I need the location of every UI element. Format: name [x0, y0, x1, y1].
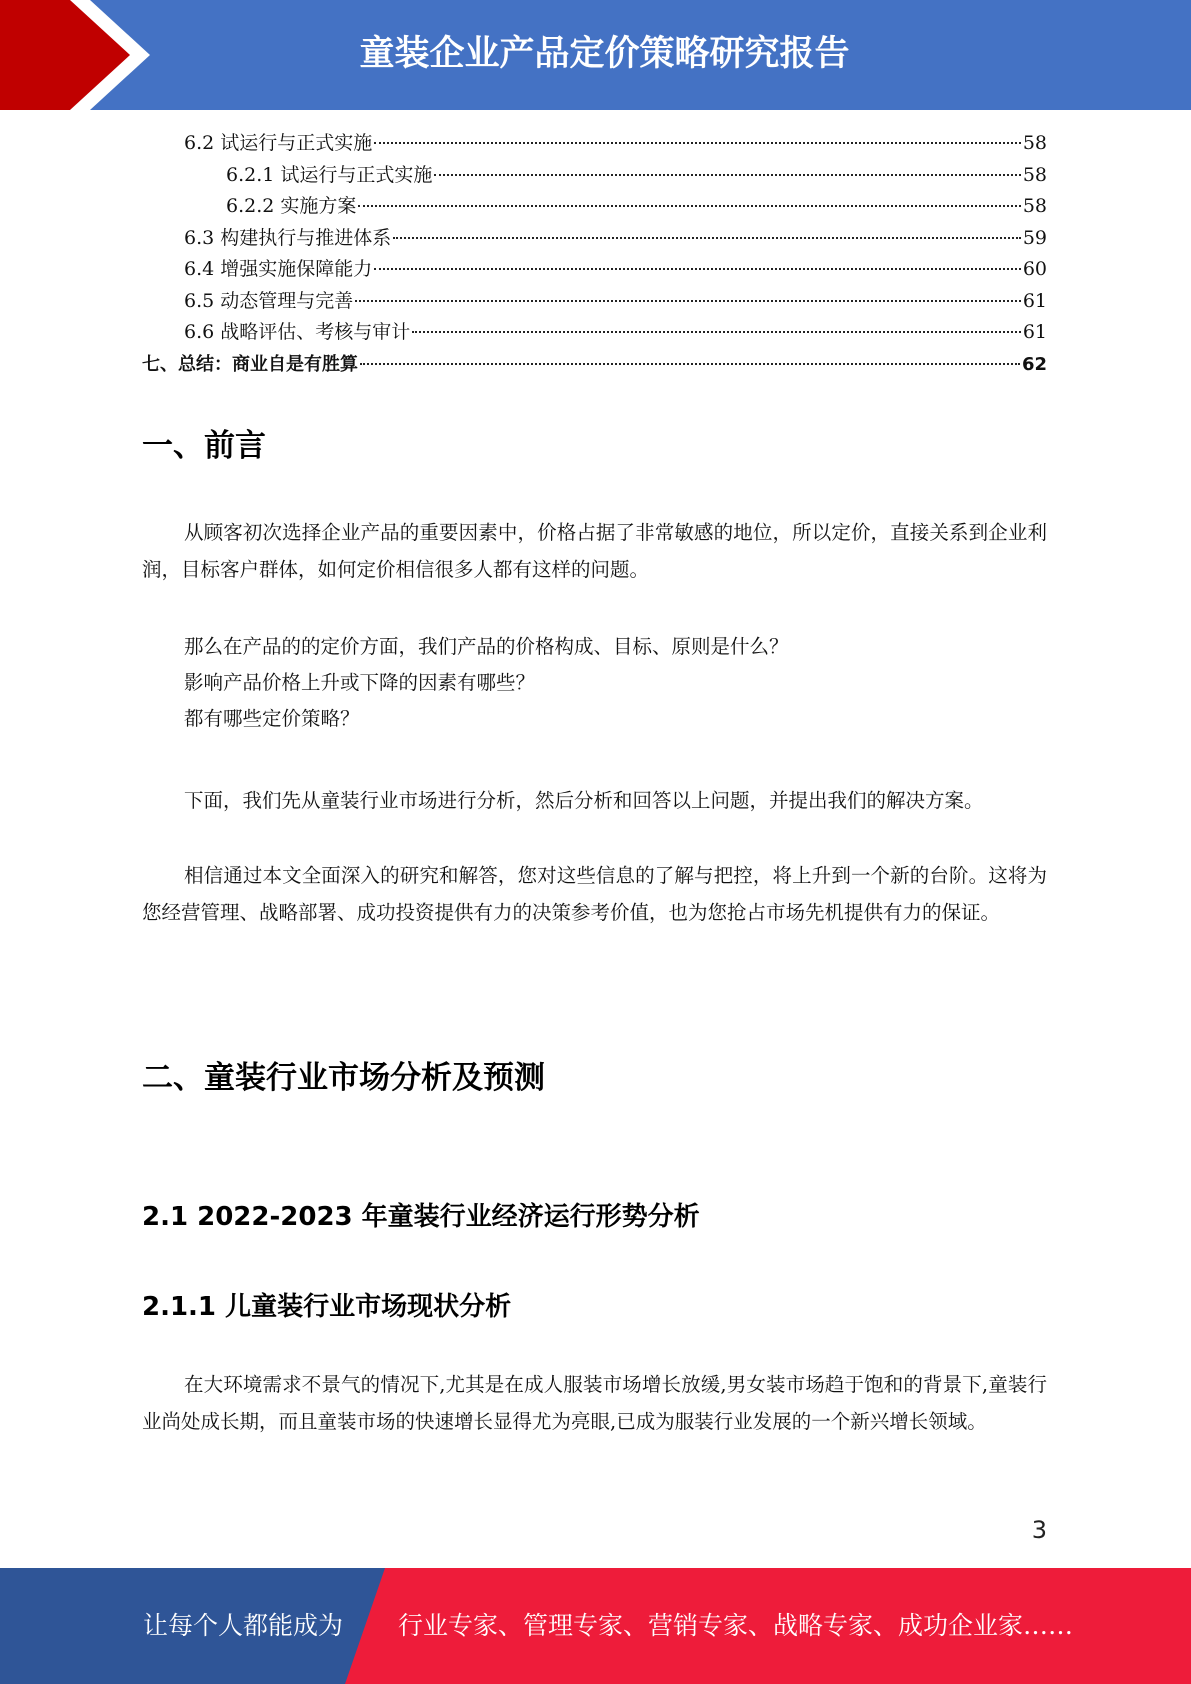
page-number: 3	[1031, 1516, 1047, 1544]
subsection-heading-2-1: 2.1 2022-2023 年童装行业经济运行形势分析	[142, 1202, 700, 1232]
toc-entry-label: 6.5 动态管理与完善	[184, 289, 354, 312]
market-status-paragraph: 在大环境需求不景气的情况下,尤其是在成人服装市场增长放缓,男女装市场趋于饱和的背景下,童装行业尚处成长期，而且童装市场的快速增长显得尤为亮眼,已成为服装行业发展的一个新兴增长领域。	[142, 1373, 1047, 1433]
toc-entry[interactable]	[142, 286, 1047, 318]
toc-entry-label: 6.4 增强实施保障能力	[184, 258, 373, 280]
toc-entry-page: 61	[1022, 321, 1047, 343]
toc-dot-leader	[374, 142, 1021, 144]
toc-entry-label: 6.2.2 实施方案	[226, 195, 357, 217]
toc-entry-label: 七、总结：商业自是有胜算	[142, 353, 358, 375]
toc-entry-page: 59	[1022, 226, 1047, 249]
toc-entry[interactable]	[142, 254, 1047, 286]
preface-questions	[184, 629, 789, 737]
toc-entry-page: 62	[1021, 353, 1047, 375]
toc-entry[interactable]	[142, 349, 1047, 381]
toc-entry-label: 6.2.1 试运行与正式实施	[226, 163, 433, 186]
footer-slogan-right: 行业专家、管理专家、营销专家、战略专家、成功企业家……	[398, 1611, 1074, 1640]
toc-entry-page: 58	[1022, 195, 1047, 217]
toc-entry[interactable]	[142, 191, 1047, 223]
question-item: 影响产品价格上升或下降的因素有哪些？	[184, 671, 536, 694]
question-item: 都有哪些定价策略？	[184, 707, 360, 730]
preface-paragraph-1: 从顾客初次选择企业产品的重要因素中，价格占据了非常敏感的地位，所以定价，直接关系到企业利润，目标客户群体，如何定价相信很多人都有这样的问题。	[142, 521, 1047, 581]
toc-dot-leader	[355, 300, 1021, 302]
preface-paragraph-2: 下面，我们先从童装行业市场进行分析，然后分析和回答以上问题，并提出我们的解决方案。	[184, 789, 984, 812]
toc-dot-leader	[358, 205, 1020, 207]
document-title: 童装企业产品定价策略研究报告	[359, 34, 850, 74]
toc-dot-leader	[393, 237, 1021, 239]
toc-entry-label: 6.3 构建执行与推进体系	[184, 226, 392, 249]
table-of-contents	[142, 128, 1047, 380]
toc-entry[interactable]	[142, 128, 1047, 160]
toc-entry[interactable]	[142, 317, 1047, 349]
toc-entry-label: 6.6 战略评估、考核与审计	[184, 321, 411, 343]
subsection-heading-2-1-1: 2.1.1 儿童装行业市场现状分析	[142, 1292, 512, 1322]
toc-entry[interactable]	[142, 160, 1047, 192]
toc-dot-leader	[374, 268, 1021, 270]
page-footer	[0, 1568, 1191, 1684]
toc-entry-page: 58	[1022, 132, 1047, 154]
toc-entry-label: 6.2 试运行与正式实施	[184, 132, 373, 154]
question-item: 那么在产品的的定价方面，我们产品的价格构成、目标、原则是什么？	[184, 635, 789, 658]
toc-entry-page: 61	[1022, 289, 1047, 312]
toc-entry[interactable]	[142, 223, 1047, 255]
preface-paragraph-3: 相信通过本文全面深入的研究和解答，您对这些信息的了解与把控，将上升到一个新的台阶。这将为您经营管理、战略部署、成功投资提供有力的决策参考价值，也为您抢占市场先机提供有力的保证。	[142, 864, 1047, 924]
page-header	[0, 0, 1191, 110]
section-heading-preface: 一、前言	[142, 428, 266, 464]
toc-dot-leader	[412, 331, 1021, 333]
section-heading-market-analysis: 二、童装行业市场分析及预测	[142, 1060, 545, 1096]
toc-dot-leader	[434, 174, 1020, 176]
toc-entry-page: 58	[1022, 163, 1047, 186]
footer-slogan-left: 让每个人都能成为	[143, 1611, 344, 1640]
toc-entry-page: 60	[1022, 258, 1047, 280]
toc-dot-leader	[360, 363, 1020, 365]
